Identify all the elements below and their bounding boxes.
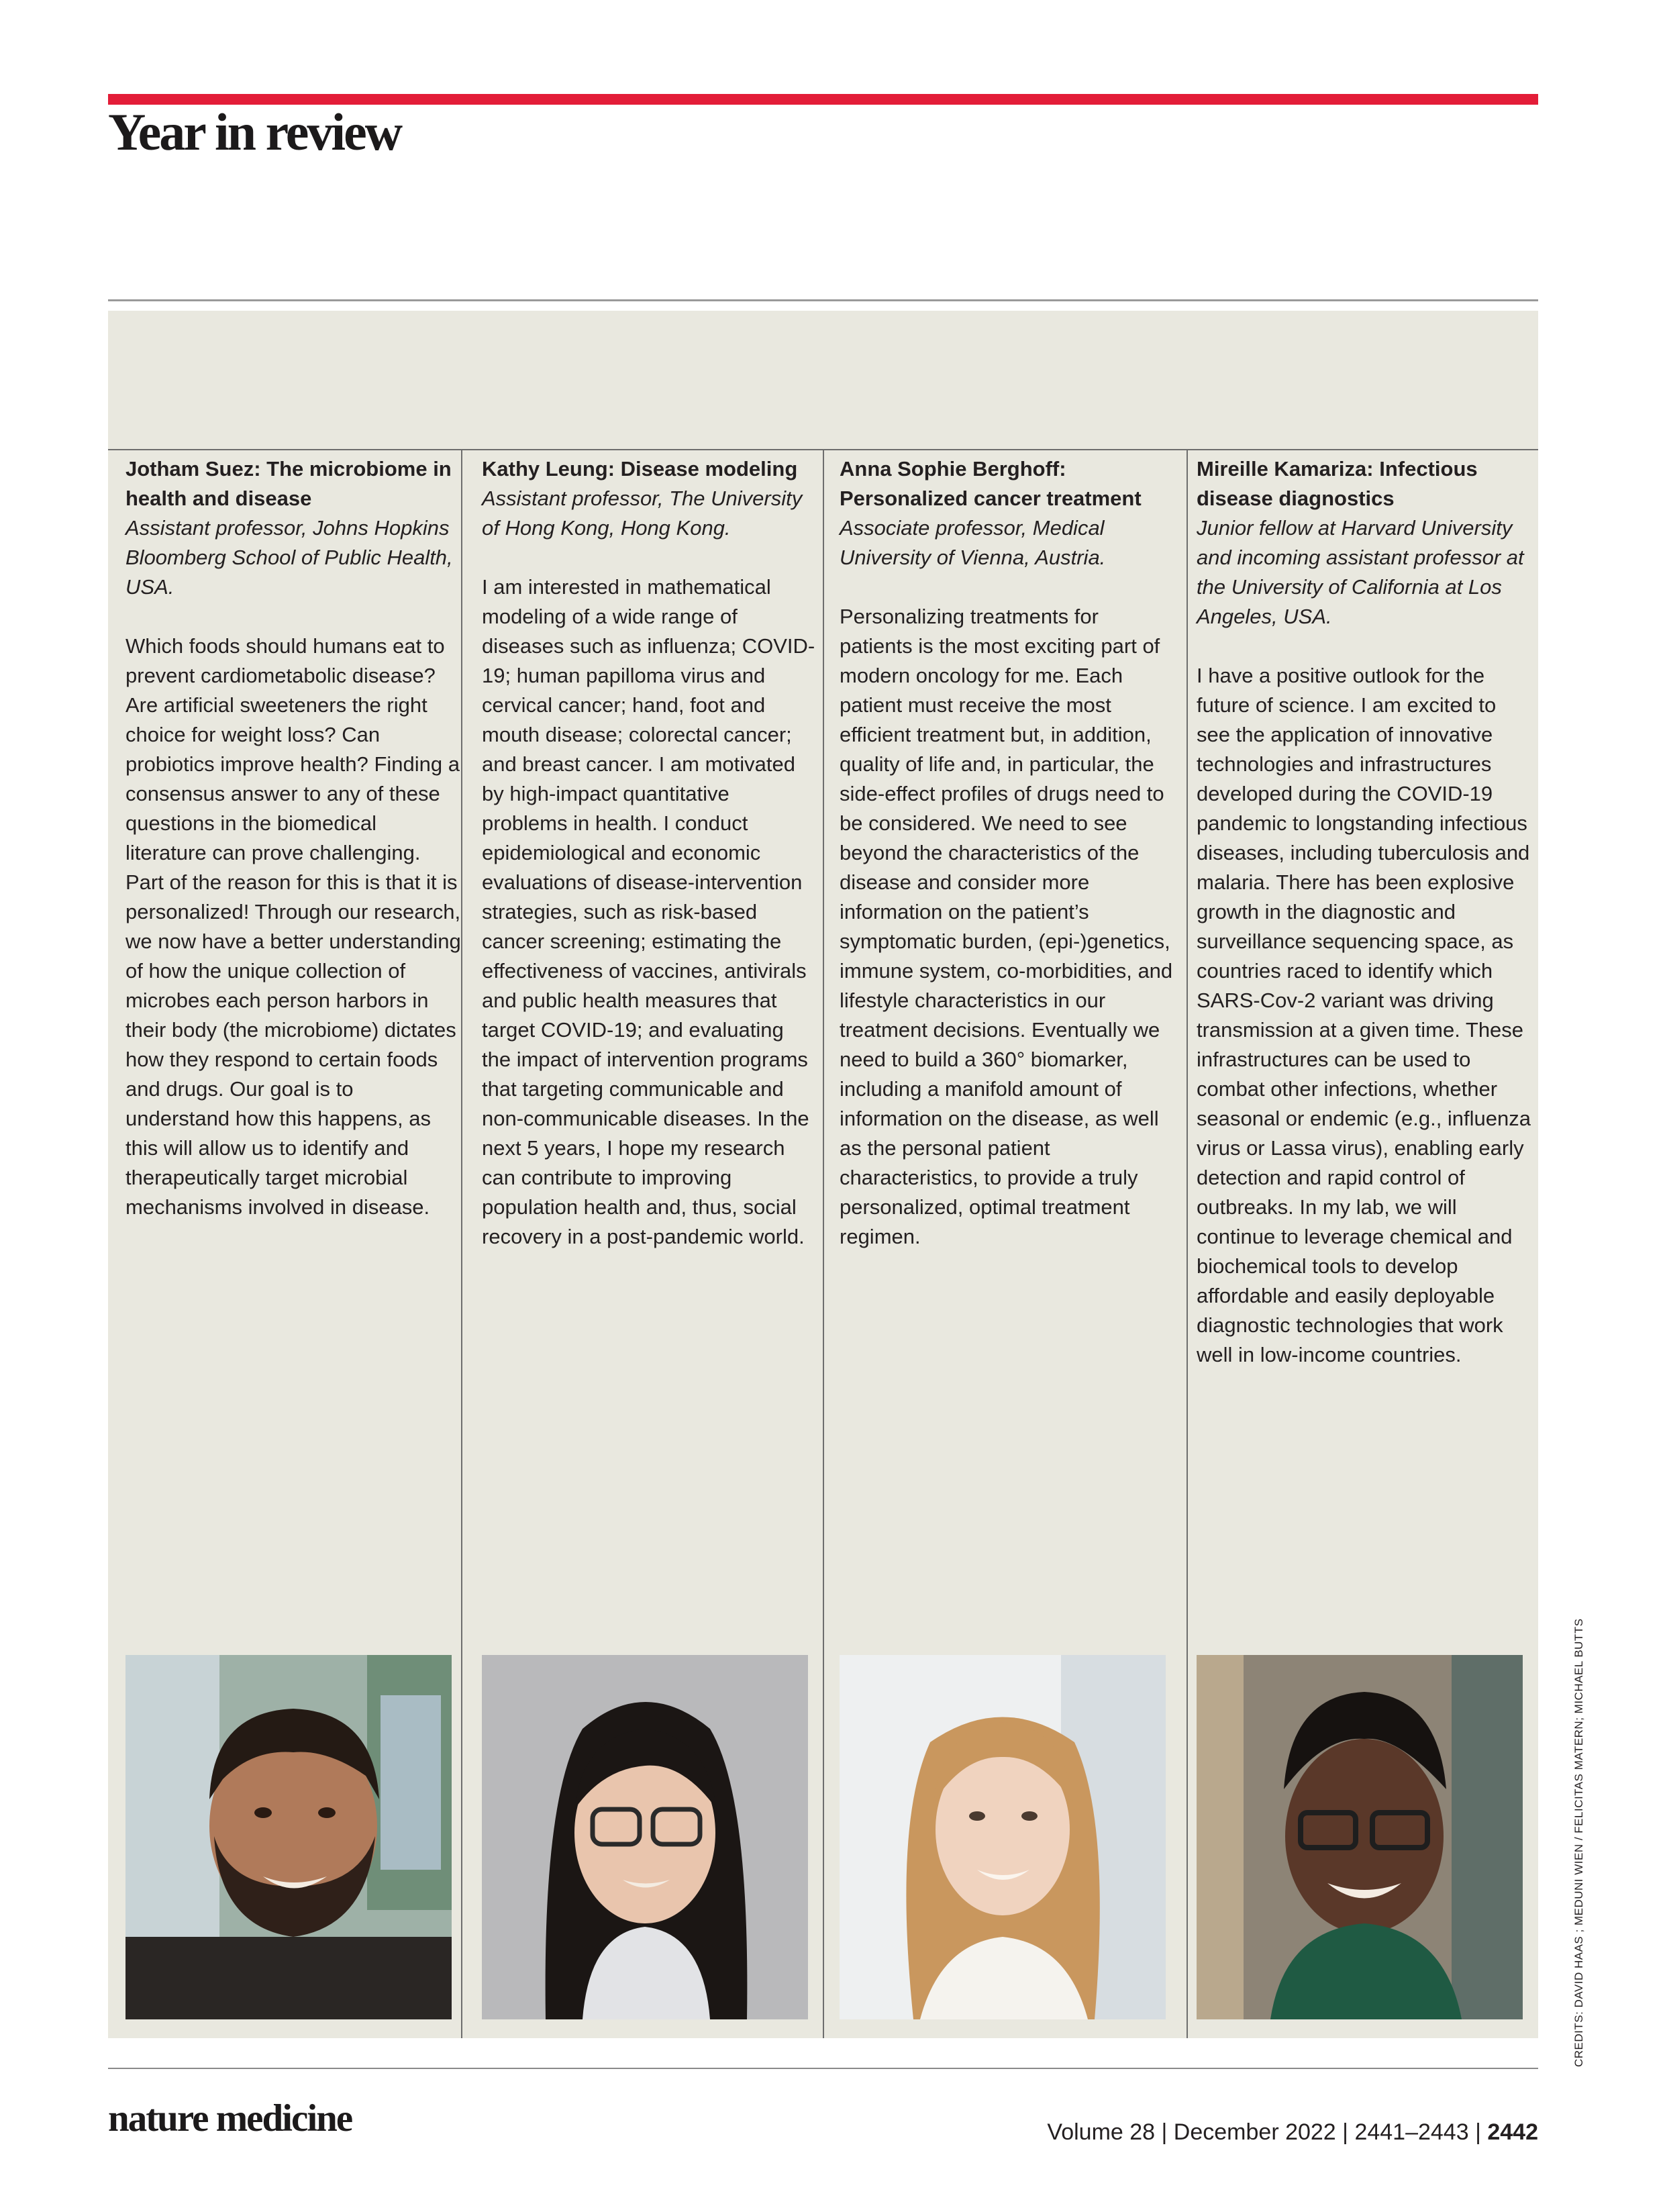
portrait-photo-leung <box>482 1655 808 2019</box>
profile-column-berghoff <box>840 454 1175 1252</box>
journal-name: nature medicine <box>108 2097 352 2140</box>
profile-statement: I am interested in mathematical modeling of a wide range of diseases such as influenza; COVID-19; human papilloma virus and cervical cancer; hand, foot and mouth disease; colorectal cancer; and breast cancer. I am motivated by high-impact quantitative problems in health. I conduct epidemiological and economic evaluations of disease-intervention strategies, such as risk-based cancer screening; estimating the effectiveness of vaccines, antivirals and public health measures that target COVID-19; and evaluating the impact of intervention programs that targeting communicable and non-communicable diseases. In the next 5 years, I hope my research can contribute to improving population health and, thus, social recovery in a post-pandemic world. <box>482 575 815 1248</box>
column-divider <box>461 449 462 2038</box>
profile-column-suez <box>125 454 461 1222</box>
section-title: Year in review <box>108 103 401 161</box>
profile-affiliation: Associate professor, Medical University of Vienna, Austria. <box>840 516 1106 569</box>
header-divider <box>108 299 1538 301</box>
issue-citation: Volume 28 | December 2022 | 2441–2443 | <box>1047 2119 1488 2145</box>
column-divider <box>823 449 824 2038</box>
photo-credits: CREDITS: DAVID HAAS ; MEDUNI WIEN / FELICITAS MATERN; MICHAEL BUTTS <box>1572 1618 1585 2067</box>
profile-column-kamariza <box>1197 454 1532 1370</box>
profile-heading: Mireille Kamariza: Infectious disease diagnostics <box>1197 457 1478 510</box>
footer-divider <box>108 2068 1538 2069</box>
profile-statement: Which foods should humans eat to prevent cardiometabolic disease? Are artificial sweeteners the right choice for weight loss? Can probiotics improve health? Finding a consensus answer to any of these questions in the biomedical literature can prove challenging. Part of the reason for this is that it is personalized! Through our research, we now have a better understanding of how the unique collection of microbes each person harbors in their body (the microbiome) dictates how they respond to certain foods and drugs. Our goal is to understand how this happens, as this will allow us to identify and therapeutically target microbial mechanisms involved in disease. <box>125 634 461 1219</box>
portrait-photo-berghoff <box>840 1655 1166 2019</box>
profile-statement: Personalizing treatments for patients is the most exciting part of modern oncology for me. Each patient must receive the most efficient treatment but, in addition, quality of life and, in particular, the side-effect profiles of drugs need to be considered. We need to see beyond the characteristics of the disease and consider more information on the patient’s symptomatic burden, (epi-)genetics, immune system, co-morbidities, and lifestyle characteristics in our treatment decisions. Eventually we need to build a 360° biomarker, including a manifold amount of information on the disease, as well as the personal patient characteristics, to provide a truly personalized, optimal treatment regimen. <box>840 605 1173 1248</box>
profile-heading: Kathy Leung: Disease modeling <box>482 457 798 481</box>
profile-heading: Anna Sophie Berghoff: Personalized cancer treatment <box>840 457 1142 510</box>
page-number: 2442 <box>1487 2119 1538 2145</box>
portrait-photo-suez <box>125 1655 452 2019</box>
column-divider <box>1187 449 1188 2038</box>
portrait-photo-kamariza <box>1197 1655 1523 2019</box>
profile-statement: I have a positive outlook for the future of science. I am excited to see the application of innovative technologies and infrastructures developed during the COVID-19 pandemic to longstanding infectious diseases, including tuberculosis and malaria. There has been explosive growth in the diagnostic and surveillance sequencing space, as countries raced to identify which SARS-Cov-2 variant was driving transmission at a given time. These infrastructures can be used to combat other infections, whether seasonal or endemic (e.g., influenza virus or Lassa virus), enabling early detection and rapid control of outbreaks. In my lab, we will continue to leverage chemical and biochemical tools to develop affordable and easily deployable diagnostic technologies that work well in low-income countries. <box>1197 664 1531 1366</box>
profile-affiliation: Junior fellow at Harvard University and incoming assistant professor at the University of California at Los Angeles, USA. <box>1197 516 1524 628</box>
profile-affiliation: Assistant professor, The University of Hong Kong, Hong Kong. <box>482 487 803 540</box>
profile-column-leung <box>482 454 817 1252</box>
profile-heading: Jotham Suez: The microbiome in health and disease <box>125 457 452 510</box>
profile-affiliation: Assistant professor, Johns Hopkins Bloomberg School of Public Health, USA. <box>125 516 453 599</box>
issue-info <box>1047 2119 1538 2146</box>
